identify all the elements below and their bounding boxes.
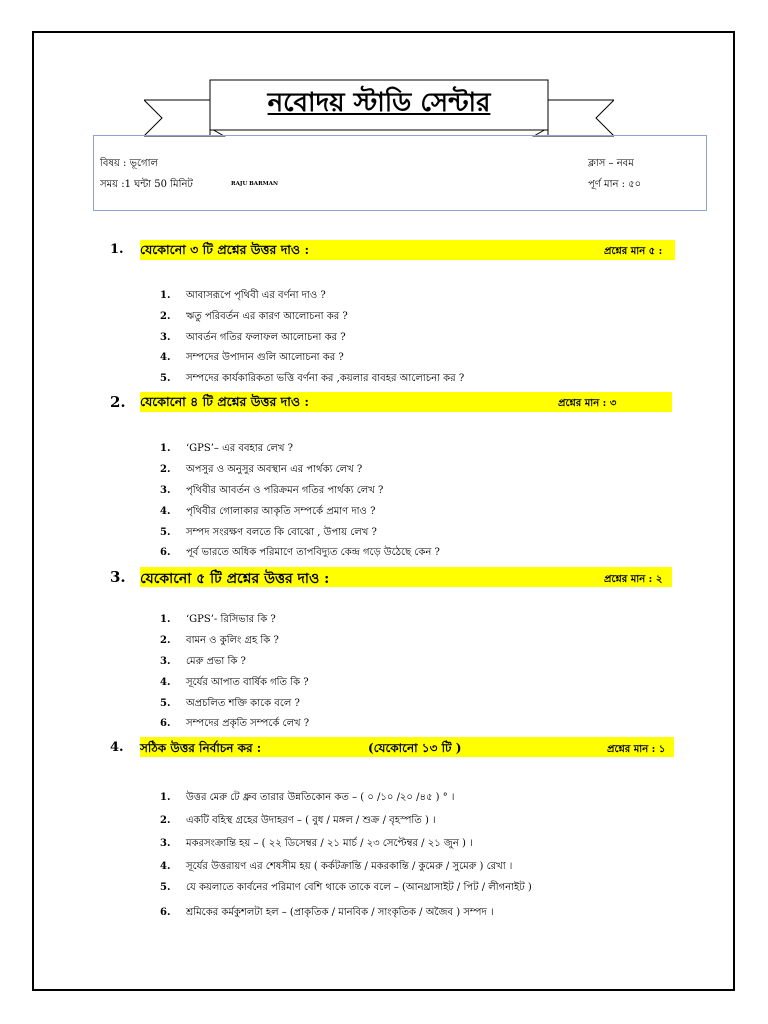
author-label: RAJU BARMAN [231, 181, 279, 187]
question-item: 3. আবর্তন গতির ফলাফল আলোচনা কর ? [160, 332, 346, 343]
section-number: 1. [110, 242, 124, 257]
section-title: সঠিক উত্তর নির্বাচন কর : [140, 741, 262, 755]
question-item: 6. সম্পদের প্রকৃতি সম্পর্কে লেখ ? [160, 718, 310, 729]
question-item: 6. শ্রমিকের কর্মকুশলটা হল – (প্রাকৃতিক / মানবিক / সাংকৃতিক / অজৈব ) সম্পদ । [160, 907, 494, 918]
question-item: 4. সূর্যের আপাত বার্ষিক গতি কি ? [160, 677, 309, 688]
section-number: 4. [110, 740, 124, 755]
question-item: 5. সম্পদ সংরক্ষণ বলতে কি বোঝো , উপায় লেখ ? [160, 527, 377, 538]
section-title-extra: (যেকোনো ১৩ টি ) [368, 741, 462, 755]
question-item: 2. ঋতু পরিবর্তন এর কারণ আলোচনা কর ? [160, 311, 348, 322]
question-item: 4. সূর্যের উত্তরায়ণ এর শেষসীম হয় ( কর্কটক্রান্তি / মকরকান্তি / কুমেরু / সুমেরু ) রেখা । [160, 861, 513, 872]
question-item: 1. ‘GPS’– এর ববহার লেখ ? [160, 443, 293, 454]
question-item: 1. আবাসরূপে পৃথিবী এর বর্ণনা দাও ? [160, 290, 326, 301]
section-title: যেকোনো ৫ টি প্রশ্নের উত্তর দাও : [140, 571, 330, 587]
section-marks: প্রশ্নের মান : ২ [604, 574, 663, 585]
question-item: 5. অপ্রচলিত শক্তি কাকে বলে ? [160, 698, 300, 709]
class-label: ক্লাস – নবম [588, 158, 634, 169]
section-number: 2. [110, 393, 126, 411]
section-marks: প্রশ্নের মান : ৩ [558, 398, 617, 409]
question-item: 4. পৃথিবীর গোলাকার আকৃতি সম্পর্কে প্রমাণ দাও ? [160, 506, 376, 517]
section-title: যেকোনো ৩ টি প্রশ্নের উত্তর দাও : [140, 242, 310, 257]
question-item: 2. বামন ও কুলিং গ্রহ কি ? [160, 635, 279, 646]
question-item: 3. পৃথিবীর আবর্তন ও পরিক্রমন গতির পার্থক্য লেখ ? [160, 485, 384, 496]
section-title: যেকোনো ৪ টি প্রশ্নের উত্তর দাও : [140, 394, 310, 409]
section-marks: প্রশ্নের মান ৫ : [604, 246, 663, 257]
question-item: 2. একটি বহিস্থ গ্রহের উদাহরণ – ( বুধ / মঙ্গল / শুক্র / বৃহস্পতি ) । [160, 815, 436, 826]
subject-label: বিষয় : ভূগোল [100, 158, 158, 169]
question-item: 1. উত্তর মেরু টে ধ্রুব তারার উন্নতিকোন কত – ( ০ /১০ /২০ /৪৫ ) ° । [160, 792, 455, 803]
page-title: নবোদয় স্টাডি সেন্টার [267, 88, 491, 118]
section-marks: প্রশ্নের মান : ১ [607, 744, 666, 755]
title-banner [144, 78, 614, 140]
question-item: 1. ‘GPS’- রিসিভার কি ? [160, 614, 276, 625]
question-item: 2. অপসুর ও অনুসুর অবস্থান এর পার্থক্য লেখ ? [160, 464, 363, 475]
question-item: 3. মকরসংক্রান্তি হয় – ( ২২ ডিসেম্বর / ২১ মার্চ / ২৩ সেপ্টেম্বর / ২১ জুন ) । [160, 838, 473, 849]
question-item: 3. মেরু প্রভা কি ? [160, 656, 246, 667]
question-item: 4. সম্পদের উপাদান গুলি আলোচনা কর ? [160, 352, 344, 363]
question-item: 5. যে কয়লাতে কার্বনের পরিমাণ বেশি থাকে তাকে বলে – (আনথ্রাসাইট / পিট / লীগনাইট ) [160, 882, 532, 893]
section-number: 3. [110, 568, 126, 586]
time-label: সময় :1 ঘন্টা 50 মিনিট [100, 179, 193, 190]
info-box [93, 135, 707, 211]
question-item: 6. পূর্ব ভারতে অধিক পরিমাণে তাপবিদ্যুত কেন্দ্র গড়ে উঠেছে কেন ? [160, 547, 440, 558]
question-item: 5. সম্পদের কার্যকারিকতা ভত্তি বর্ণনা কর ,কয়লার বাবহর আলোচনা কর ? [160, 373, 465, 384]
full-marks-label: পূর্ণ মান : ৫০ [588, 179, 642, 190]
